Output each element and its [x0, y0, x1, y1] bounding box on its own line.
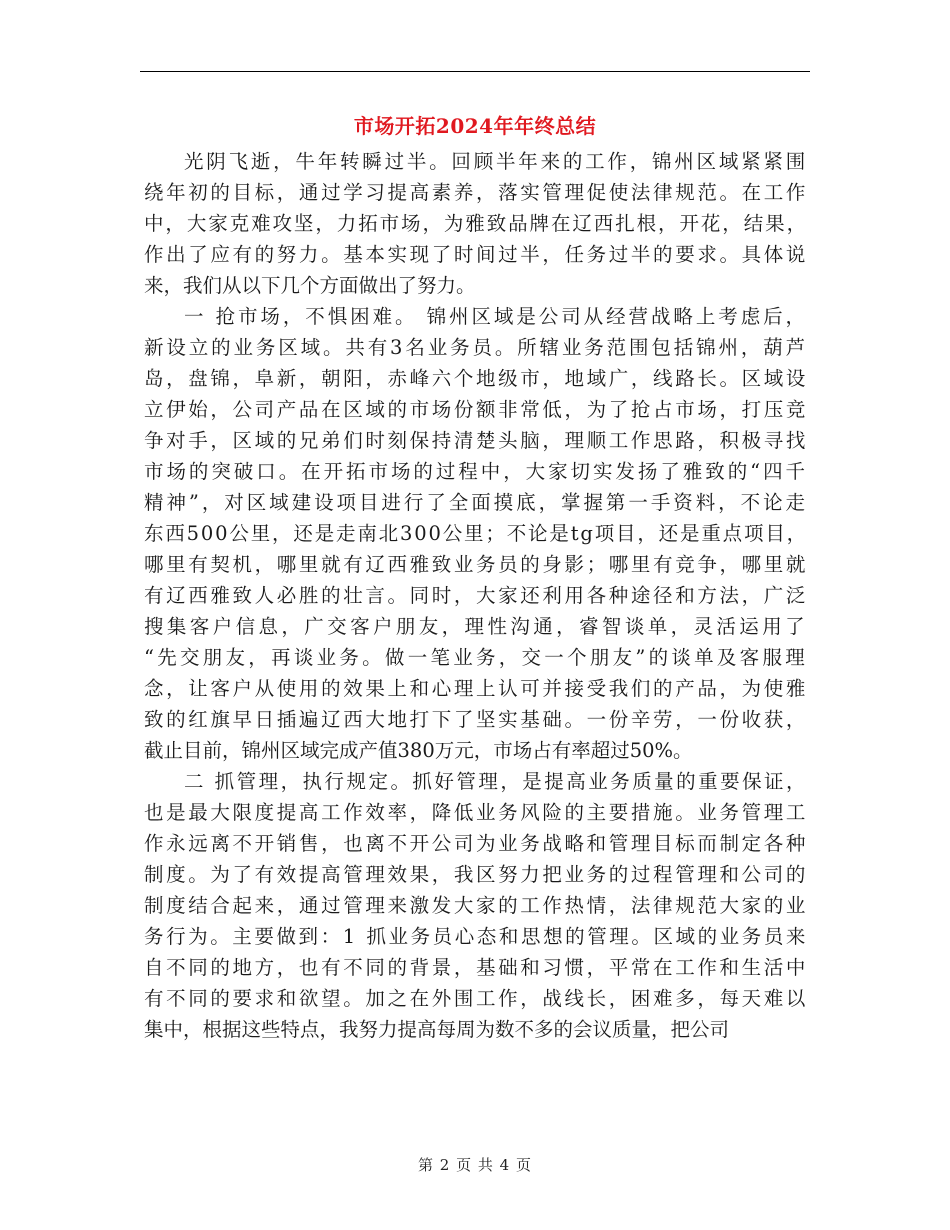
paragraph-line: 作永远离不开销售，也离不开公司为业务战略和管理目标而制定各种: [144, 832, 808, 855]
paragraph-line: 制度。为了有效提高管理效果，我区努力把业务的过程管理和公司的: [144, 863, 808, 886]
paragraph-line: 自不同的地方，也有不同的背景，基础和习惯，平常在工作和生活中: [144, 956, 808, 979]
paragraph-line: 中，大家克难攻坚，力拓市场，为雅致品牌在辽西扎根，开花，结果，: [144, 212, 808, 235]
paragraph-line: 一 抢市场，不惧困难。 锦州区域是公司从经营战略上考虑后，: [184, 305, 808, 328]
paragraph-line: 作出了应有的努力。基本实现了时间过半，任务过半的要求。具体说: [144, 243, 808, 266]
paragraph-line: 有辽西雅致人必胜的壮言。同时，大家还利用各种途径和方法，广泛: [144, 584, 808, 607]
paragraph: [144, 301, 808, 766]
paragraph-line: 光阴飞逝，牛年转瞬过半。回顾半年来的工作，锦州区域紧紧围: [184, 150, 808, 173]
paragraph-line: 念，让客户从使用的效果上和心理上认可并接受我们的产品，为使雅: [144, 677, 808, 700]
paragraph-line: 哪里有契机，哪里就有辽西雅致业务员的身影；哪里有竞争，哪里就: [144, 553, 808, 576]
paragraph-line: 截止目前，锦州区域完成产值380万元，市场占有率超过50%。: [144, 739, 693, 762]
paragraph-line: 集中，根据这些特点，我努力提高每周为数不多的会议质量，把公司: [144, 1018, 730, 1041]
paragraph-line: 致的红旗早日插遍辽西大地打下了坚实基础。一份辛劳，一份收获，: [144, 708, 808, 731]
page-number-label: 第 2 页 共 4 页: [418, 1156, 532, 1174]
paragraph-line: 务行为。主要做到：1 抓业务员心态和思想的管理。区域的业务员来: [144, 925, 808, 948]
paragraph-line: 立伊始，公司产品在区域的市场份额非常低，为了抢占市场，打压竞: [144, 398, 808, 421]
paragraph-line: 精神”，对区域建设项目进行了全面摸底，掌握第一手资料，不论走: [144, 491, 808, 514]
paragraph-line: 制度结合起来，通过管理来激发大家的工作热情，法律规范大家的业: [144, 894, 808, 917]
paragraph: [144, 146, 808, 301]
paragraph-line: 绕年初的目标，通过学习提高素养，落实管理促使法律规范。在工作: [144, 181, 808, 204]
page-footer: [0, 1154, 950, 1175]
paragraph-line: 二 抓管理，执行规定。抓好管理，是提高业务质量的重要保证，: [184, 770, 808, 793]
paragraph-line: 也是最大限度提高工作效率，降低业务风险的主要措施。业务管理工: [144, 801, 808, 824]
document-body: [144, 146, 808, 1045]
paragraph-line: 来，我们从以下几个方面做出了努力。: [144, 274, 476, 297]
paragraph-line: 有不同的要求和欲望。加之在外围工作，战线长，困难多，每天难以: [144, 987, 808, 1010]
paragraph-line: 新设立的业务区域。共有3名业务员。所辖业务范围包括锦州，葫芦: [144, 336, 808, 359]
paragraph-line: 东西500公里，还是走南北300公里；不论是tg项目，还是重点项目，: [144, 522, 808, 545]
paragraph-line: 岛，盘锦，阜新，朝阳，赤峰六个地级市，地域广，线路长。区域设: [144, 367, 808, 390]
paragraph-line: 争对手，区域的兄弟们时刻保持清楚头脑，理顺工作思路，积极寻找: [144, 429, 808, 452]
paragraph: [144, 766, 808, 1045]
paragraph-line: 市场的突破口。在开拓市场的过程中，大家切实发扬了雅致的“四千: [144, 460, 808, 483]
document-title: 市场开拓2024年年终总结: [353, 114, 597, 138]
paragraph-line: “先交朋友，再谈业务。做一笔业务，交一个朋友”的谈单及客服理: [144, 646, 808, 669]
paragraph-line: 搜集客户信息，广交客户朋友，理性沟通，睿智谈单，灵活运用了: [144, 615, 808, 638]
header-rule: [140, 71, 810, 72]
